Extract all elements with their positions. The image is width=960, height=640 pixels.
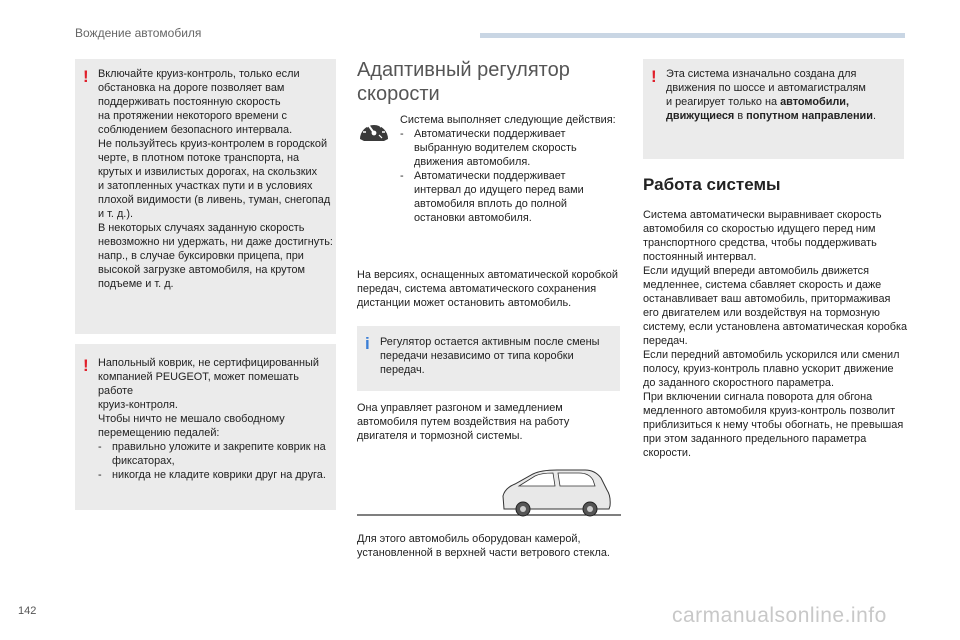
warning-icon: !: [651, 67, 657, 86]
info-box: [357, 326, 620, 391]
warning-line: Включайте круиз-контроль, только если: [98, 68, 300, 80]
warning-line: напр., в случае буксировки прицепа, при: [98, 250, 304, 262]
warning-line: и затопленных участках пути и в условиях: [98, 180, 313, 192]
warning-line: высокой загрузке автомобиля, на крутом: [98, 264, 306, 276]
bullet-dash: -: [400, 170, 404, 182]
paragraph-camera: Для этого автомобиль оборудован камерой, установленной в верхней части ветрового стекла.: [357, 533, 610, 559]
warning-icon: !: [83, 356, 89, 375]
warning-line: перемещению педалей:: [98, 427, 220, 439]
warning-line: невозможно ни удержать, ни даже достигнуть:: [98, 236, 333, 248]
warning-icon: !: [83, 67, 89, 86]
warning-box-cruise: [75, 59, 336, 334]
warning-line: поддерживать постоянную скорость: [98, 96, 281, 108]
bullet-dash: -: [98, 469, 102, 481]
info-text: Регулятор остается активным после смены передачи независимо от типа коробки передач.: [380, 336, 600, 376]
page-number: 142: [18, 605, 37, 617]
subsection-heading: Работа системы: [643, 175, 781, 194]
section-heading: Адаптивный регулятор скорости: [357, 59, 570, 105]
car-illustration: [357, 466, 621, 518]
warning-line: круиз-контроля.: [98, 399, 178, 411]
paragraph-operation: Система автоматически выравнивает скорость автомобиля со скоростью идущего перед ним транспортного средства, чтобы поддерживать постоянный интервал. Если идущий впереди автомобиль движется медленнее, система сбавляет скорость и даже останавливает ваш автомобиль, притормаживая его двигателем или воздействуя на тормозную систему, если установлена автоматическая коробка передач. Если передний автомобиль ускорился или сменил полосу, круиз-контроль плавно ускорит движение до заданного скоростного параметра. При включении сигнала поворота для обгона медленного автомобиля круиз-контроль позволит приблизиться к нему чтобы обогнать, не превышая при этом заданного предельного параметра скорости.: [643, 209, 908, 459]
warning-line: обстановка на дороге позволяет вам: [98, 82, 285, 94]
warning-line: Чтобы ничто не мешало свободному: [98, 413, 285, 425]
warning-line: плохой видимости (в ливень, туман, снегопад: [98, 194, 331, 206]
watermark: carmanualsonline.info: [672, 604, 887, 627]
paragraph-control: Она управляет разгоном и замедлением автомобиля путем воздействия на работу двигателя и тормозной системы.: [357, 402, 570, 442]
warning-text: [98, 356, 334, 482]
warning-line: Напольный коврик, не сертифицированный: [98, 357, 319, 369]
warning-text: Эта система изначально создана для движения по шоссе и автомагистралям и реагирует только на автомобили, движущиеся в попутном направлении.: [666, 68, 876, 122]
warning-text: [98, 67, 334, 291]
list-item: - Автоматически поддерживает выбранную водителем скорость движения автомобиля.: [400, 128, 577, 168]
bullet-dash: -: [98, 441, 102, 453]
list-item: - правильно уложите и закрепите коврик на фиксаторах,: [98, 441, 326, 467]
warning-line: соблюдением безопасного интервала.: [98, 124, 293, 136]
warning-line: подъеме и т. д.: [98, 278, 174, 290]
list-item: - никогда не кладите коврики друг на друга.: [98, 469, 326, 481]
warning-box-highway: [643, 59, 904, 159]
warning-line: компанией PEUGEOT, может помешать работе: [98, 371, 299, 397]
section-title: Вождение автомобиля: [75, 26, 202, 40]
warning-line: и т. д.).: [98, 208, 133, 220]
warning-line: крутых и извилистых дорогах, на скользких: [98, 166, 318, 178]
warning-box-floor-mat: [75, 344, 336, 510]
speed-gauge-icon: [357, 113, 391, 145]
intro-text: Система выполняет следующие действия:: [400, 114, 616, 126]
warning-line: Не пользуйтесь круиз-контролем в городской: [98, 138, 328, 150]
bullet-dash: -: [400, 128, 404, 140]
paragraph-auto-gearbox: На версиях, оснащенных автоматической коробкой передач, система автоматического сохранения дистанции может остановить автомобиль.: [357, 269, 618, 309]
info-icon: i: [365, 334, 370, 353]
warning-line: черте, в плотном потоке транспорта, на: [98, 152, 300, 164]
header-bar: [480, 33, 905, 38]
warning-line: на протяжении некоторого времени с: [98, 110, 287, 122]
list-item: - Автоматически поддерживает интервал до идущего перед вами автомобиля вплоть до полной остановки автомобиля.: [400, 170, 584, 224]
actions-list: [400, 113, 620, 225]
warning-line: В некоторых случаях заданную скорость: [98, 222, 305, 234]
